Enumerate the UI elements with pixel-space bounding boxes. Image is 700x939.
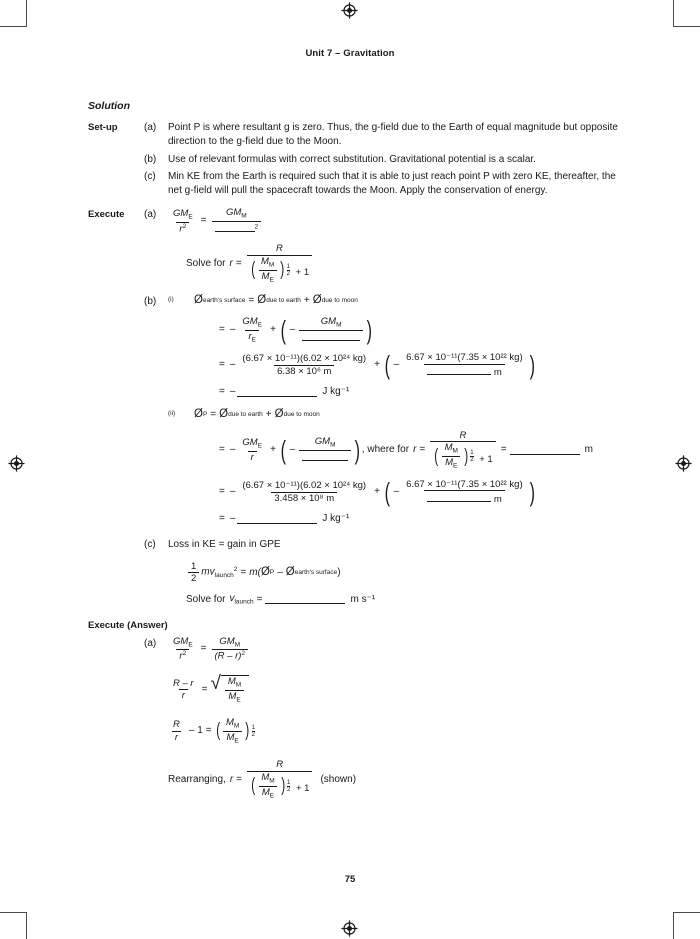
equals-sign: = xyxy=(419,444,426,456)
plus-sign: + xyxy=(270,444,276,456)
fraction-rhs xyxy=(212,208,262,234)
equals-sign: = xyxy=(201,683,208,695)
fraction-denominator xyxy=(247,771,312,800)
where-text: , where for xyxy=(361,444,410,456)
phi-symbol: Ø xyxy=(260,566,270,579)
answer-equation-2 xyxy=(168,675,618,704)
mv-term: $mv_{launch}^2$ xyxy=(201,565,238,579)
fraction-numeric-earth xyxy=(239,354,369,376)
unit-label: J kg⁻¹ xyxy=(322,513,350,525)
fraction-r-over-r xyxy=(170,720,183,742)
paren-group: ( – $\frac{\text{6.67 × 10⁻¹¹(7.35 × 10²² kg)}}{m}$ ) xyxy=(384,477,535,507)
close-paren: ) xyxy=(337,566,341,578)
answer-equation-4 xyxy=(168,760,618,799)
minus-sign: – xyxy=(277,566,283,578)
fraction-r-minus-r-over-r xyxy=(170,679,197,701)
variable-r: r xyxy=(229,257,233,269)
fraction-denominator-blank xyxy=(299,450,351,464)
fraction-numerator: (6.67 × 10⁻¹¹)(6.02 × 10²⁴ kg) xyxy=(242,353,367,365)
phi-subscript: due to moon xyxy=(283,410,320,418)
stage-label-setup: Set-up xyxy=(88,122,118,133)
fraction-numerator: (6.67 × 10⁻¹¹)(6.02 × 10²⁴ kg) xyxy=(242,480,367,491)
minus-sign: – xyxy=(229,486,236,497)
fraction-denominator: $r_E$ xyxy=(245,330,259,344)
page-number: 75 xyxy=(344,874,356,885)
mass-ratio xyxy=(442,443,461,470)
fraction-numerator: $GM_M$ xyxy=(219,635,241,648)
unit-label: J kg⁻¹ xyxy=(322,386,350,398)
execute-answer-item-a xyxy=(88,637,618,800)
phi-symbol: Ø xyxy=(274,408,284,421)
answer-equation-3 xyxy=(168,718,618,745)
phi-subscript: due to earth xyxy=(266,296,301,304)
fraction-gmm-blank xyxy=(299,437,351,463)
phi-p-symbolic-line xyxy=(216,431,618,470)
item-label-execute-b: (b) xyxy=(144,296,157,308)
answer-blank[interactable] xyxy=(237,388,317,398)
energy-equation xyxy=(186,562,618,584)
minus-sign: – xyxy=(289,444,296,456)
equals-sign: = xyxy=(256,593,263,605)
phi-p-answer-line xyxy=(216,514,618,524)
mass-earth: $M_E$ xyxy=(259,270,277,284)
plus-sign: + xyxy=(265,409,272,421)
item-label-b-i: (i) xyxy=(168,296,174,304)
fraction-numerator: $GM_E$ xyxy=(242,315,263,329)
item-label-a: (a) xyxy=(144,122,157,133)
variable-r: r xyxy=(413,444,417,456)
equals-sign: = xyxy=(235,257,242,269)
mass-moon: $M_M$ xyxy=(444,442,458,455)
phi-p-numeric-line xyxy=(216,477,618,507)
answer-blank[interactable] xyxy=(265,595,345,605)
loss-ke-text: Loss in KE = gain in GPE xyxy=(168,539,281,551)
fraction-denominator: r xyxy=(179,689,188,701)
phi-subscript: earth's surface xyxy=(294,568,338,576)
equals-sign: = xyxy=(200,643,207,654)
fraction-numerator: R – r xyxy=(173,677,194,689)
item-label-b-ii: (ii) xyxy=(168,410,176,418)
fraction-denominator-blank xyxy=(299,330,363,344)
stage-spacer-c xyxy=(88,170,144,171)
stage-label-execute: Execute xyxy=(88,208,125,220)
subitem-b-i xyxy=(168,295,618,397)
mass-moon: $M_M$ xyxy=(260,255,275,269)
phi-symbol: Ø xyxy=(194,294,203,307)
m-open-paren: m( xyxy=(249,566,261,578)
fraction-denominator xyxy=(430,441,495,470)
mass-ratio xyxy=(225,677,244,704)
mass-earth: $M_E$ xyxy=(442,456,460,470)
execute-item-a xyxy=(88,208,618,283)
equals-sign: = xyxy=(248,295,255,307)
equals-sign: = xyxy=(219,386,225,398)
fraction-numeric-moon xyxy=(403,353,525,377)
execute-a-math xyxy=(168,208,618,283)
paren-group: ( $\frac{M_M}{M_E}$ ) 1 2 xyxy=(250,255,290,283)
plus-sign: + xyxy=(374,359,380,371)
equals-sign: = xyxy=(219,359,225,371)
stage-spacer-answer xyxy=(88,637,144,638)
fraction-one-half xyxy=(188,562,199,584)
plus-sign: + xyxy=(303,295,310,307)
fraction-numerator: $GM_E$ xyxy=(242,437,263,450)
unit-label: m s⁻¹ xyxy=(350,593,376,605)
solve-text: Solve for xyxy=(186,593,226,605)
setup-item-b xyxy=(88,153,618,167)
minus-sign: – xyxy=(229,386,236,398)
fraction-numerator: R xyxy=(459,429,467,441)
fraction-numerator: $GM_E$ xyxy=(173,207,193,220)
minus-sign: – xyxy=(393,486,400,497)
mass-ratio xyxy=(223,718,242,745)
item-text-b: Use of relevant formulas with correct substitution. Gravitational potential is a scalar. xyxy=(168,153,536,165)
fraction-numeric-moon xyxy=(403,480,525,504)
page-content xyxy=(88,100,618,802)
minus-sign: – xyxy=(229,359,236,371)
phi-subscript: earth's surface xyxy=(202,296,246,304)
item-label-c: (c) xyxy=(144,171,156,183)
phi-p-equation xyxy=(194,409,618,421)
fraction-numerator: R xyxy=(275,243,283,255)
phi-subscript: P xyxy=(269,568,275,576)
equals-sign: = xyxy=(219,444,225,456)
fraction-lhs xyxy=(170,209,196,234)
phi-symbol: Ø xyxy=(219,408,229,421)
fraction-denominator: (R – r)$^2$ xyxy=(212,649,249,661)
paren-group: ( $\frac{M_M}{M_E}$ ) 1 2 xyxy=(434,442,474,470)
fraction-denominator xyxy=(247,255,312,284)
phi-earth-surface-equation xyxy=(194,295,618,307)
execute-item-b xyxy=(88,295,618,526)
item-label-answer-a: (a) xyxy=(144,637,157,649)
execute-item-c xyxy=(88,538,618,606)
equals-sign: = xyxy=(200,215,207,227)
fraction-numerator: R xyxy=(173,719,180,731)
running-head: Unit 7 – Gravitation xyxy=(305,48,395,59)
fraction-numeric-earth xyxy=(239,481,369,503)
fraction-denominator: 2 xyxy=(188,572,199,584)
mass-moon: $M_M$ xyxy=(261,771,275,785)
fraction-numerator: R xyxy=(276,759,284,771)
fraction-denominator: $r^2$ xyxy=(176,222,189,234)
fraction-numerator: $GM_M$ xyxy=(320,315,342,329)
radical-sign: √ xyxy=(210,673,221,695)
fraction-denominator-blank: 2 xyxy=(212,221,262,235)
paren-group: ( $\frac{M_M}{M_E}$ ) 1 2 xyxy=(215,716,255,744)
setup-item-a xyxy=(88,121,618,149)
plus-one: + 1 xyxy=(479,453,493,465)
fraction-gme-r xyxy=(239,438,265,462)
stage-spacer-execute-c xyxy=(88,538,144,539)
exponent-one-half: 1 2 xyxy=(287,779,291,793)
paren-group: ( – $\frac{\text{6.67 × 10⁻¹¹(7.35 × 10²² kg)}}{m}$ ) xyxy=(384,350,535,381)
fraction-numerator: 1 xyxy=(191,560,197,572)
answer-equation-1 xyxy=(168,637,618,662)
minus-sign: – xyxy=(289,324,296,336)
minus-sign: – xyxy=(229,513,236,525)
solution-heading: Solution xyxy=(88,100,130,112)
exponent-one-half: 1 2 xyxy=(251,724,255,738)
stage-spacer-execute-b xyxy=(88,295,144,296)
plus-one: + 1 xyxy=(295,783,310,795)
plus-one: + 1 xyxy=(295,267,310,279)
item-label-execute-a: (a) xyxy=(144,208,157,220)
plus-sign: + xyxy=(270,324,276,336)
equals-sign: = xyxy=(219,486,225,497)
fraction-denominator: r xyxy=(248,451,257,463)
variable-r: r xyxy=(229,774,234,785)
item-text-a: Point P is where resultant g is zero. Thus, the g-field due to the Earth of equal magnitude but opposite direction to the g-field due to the Moon. xyxy=(168,122,618,147)
fraction-denominator-blank: m xyxy=(424,364,505,378)
fraction-denominator-blank: m xyxy=(424,490,505,504)
fraction-denominator: 3.458 × 10⁸ m xyxy=(271,492,337,504)
variable-v: $v_{launch}$ xyxy=(229,592,254,606)
fraction-numerator: 6.67 × 10⁻¹¹(7.35 × 10²² kg) xyxy=(406,352,523,364)
phi-symbolic-line xyxy=(216,317,618,344)
phi-symbol: Ø xyxy=(312,294,322,307)
fraction-numerator: $GM_M$ xyxy=(225,206,247,220)
phi-symbol: Ø xyxy=(257,294,267,307)
solve-for-r xyxy=(186,244,618,283)
plus-sign: + xyxy=(374,486,380,497)
minus-one: – 1 xyxy=(188,725,203,737)
phi-symbol: Ø xyxy=(285,566,295,579)
square-root xyxy=(210,675,249,704)
equals-sign: = xyxy=(236,774,242,785)
exponent-one-half: 1 2 xyxy=(470,450,474,464)
solve-for-v-launch xyxy=(186,594,618,606)
phi-subscript: due to moon xyxy=(321,296,358,304)
answer-blank[interactable] xyxy=(510,446,580,456)
fraction-r-formula xyxy=(430,431,495,470)
fraction-numerator: $GM_M$ xyxy=(314,436,336,449)
phi-numeric-line xyxy=(216,350,618,381)
rearranging-text: Rearranging, xyxy=(168,774,226,785)
item-label-execute-c: (c) xyxy=(144,539,156,551)
mass-ratio xyxy=(258,773,277,800)
fraction-gme-re xyxy=(239,317,265,344)
fraction-rhs xyxy=(212,637,249,662)
phi-subscript: due to earth xyxy=(228,410,263,418)
paren-group: ( – $GM_M$ ) xyxy=(280,315,373,346)
equals-sign: = xyxy=(205,725,212,737)
equals-sign: = xyxy=(219,513,225,525)
exponent-one-half: 1 2 xyxy=(286,263,290,277)
phi-answer-line xyxy=(216,387,618,397)
item-label-b: (b) xyxy=(144,153,157,165)
fraction-denominator: r xyxy=(172,731,181,743)
phi-symbol: Ø xyxy=(194,408,203,421)
fraction-gmm-blank xyxy=(299,317,363,343)
minus-sign: – xyxy=(393,359,400,371)
subitem-b-ii xyxy=(168,409,618,524)
item-text-c: Min KE from the Earth is required such that it is able to just reach point P with zero KE, thereafter, the net g-field will pull the spacecraft towards the Moon. Apply the conservation of energy. xyxy=(168,171,616,197)
paren-group: ( $\frac{M_M}{M_E}$ ) 1 2 xyxy=(251,771,291,800)
solve-text: Solve for xyxy=(186,257,226,269)
mass-moon: $M_M$ xyxy=(227,676,242,689)
setup-item-c xyxy=(88,170,618,198)
mass-earth: $M_E$ xyxy=(223,731,241,745)
fraction-denominator: $r^2$ xyxy=(176,649,189,661)
fraction-r-formula xyxy=(247,244,312,283)
stage-spacer-b xyxy=(88,153,144,154)
equation-gme-r2 xyxy=(168,208,618,234)
phi-subscript: P xyxy=(202,410,208,418)
mass-earth: $M_E$ xyxy=(225,690,243,704)
unit-label: m xyxy=(584,444,593,456)
answer-blank[interactable] xyxy=(237,514,317,524)
equals-sign: = xyxy=(210,409,217,421)
equals-sign: = xyxy=(500,444,507,456)
paren-group: ( – $GM_M$ ) xyxy=(280,435,361,466)
fraction-denominator: 6.38 × 10⁶ m xyxy=(274,365,334,377)
fraction-numerator: $GM_E$ xyxy=(173,635,193,648)
fraction-lhs xyxy=(170,637,196,662)
minus-sign: – xyxy=(229,324,236,336)
execute-answer-heading: Execute (Answer) xyxy=(88,619,168,631)
mass-earth: $M_E$ xyxy=(259,786,277,800)
radicand xyxy=(221,675,249,704)
equals-sign: = xyxy=(240,566,247,578)
equals-sign: = xyxy=(219,324,225,336)
fraction-numerator: 6.67 × 10⁻¹¹(7.35 × 10²² kg) xyxy=(406,478,523,490)
mass-moon: $M_M$ xyxy=(225,716,240,730)
mass-ratio xyxy=(258,257,277,284)
shown-label: (shown) xyxy=(320,774,357,785)
fraction-r-formula xyxy=(247,760,312,799)
minus-sign: – xyxy=(229,444,236,456)
